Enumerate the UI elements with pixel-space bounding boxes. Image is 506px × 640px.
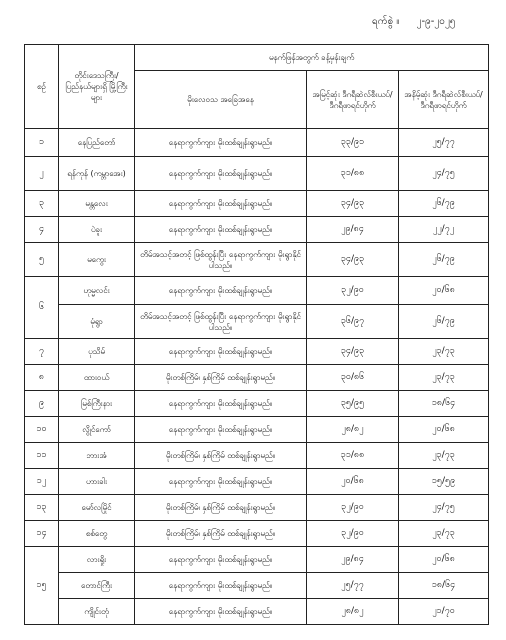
row-weather: မိုးတစ်ကြိမ်၊ နှစ်ကြိမ် ထစ်ချုန်းရွာမည်။ [135, 521, 307, 547]
row-min: ၂၆/၇၉ [399, 305, 489, 339]
row-max: ၂၈/၈၂ [307, 417, 399, 443]
row-no: ၁၁ [25, 443, 59, 469]
table-row [25, 573, 489, 599]
row-weather: နေရာကွက်ကျား မိုးထစ်ချုန်းရွာမည်။ [135, 129, 307, 157]
row-max: ၃၁/၈၈ [307, 157, 399, 191]
row-city: မကွေး [59, 243, 135, 277]
row-weather: နေရာကွက်ကျား မိုးထစ်ချုန်းရွာမည်။ [135, 599, 307, 625]
row-no: ၉ [25, 391, 59, 417]
table-row [25, 365, 489, 391]
table-row [25, 277, 489, 305]
row-city: ထားဝယ် [59, 365, 135, 391]
row-max: ၃၂/၉၀ [307, 521, 399, 547]
table-row [25, 129, 489, 157]
row-city: ဟုမ္မလင်း [59, 277, 135, 305]
row-min: ၁၈/၆၄ [399, 391, 489, 417]
row-no: ၁၂ [25, 469, 59, 495]
row-max: ၂၉/၈၄ [307, 217, 399, 243]
header-region: တိုင်းဒေသကြီး/ ပြည်နယ်များရှိ မြို့ကြီးများ [59, 45, 135, 129]
row-city: ပဲခူး [59, 217, 135, 243]
row-city: ရန်ကုန် (ကမ္ဘာအေး) [59, 157, 135, 191]
header-weather: မိုးလေဝသ အခြေအနေ [135, 71, 307, 129]
row-no: ၅ [25, 243, 59, 277]
row-weather: မိုးတစ်ကြိမ်၊ နှစ်ကြိမ် ထစ်ချုန်းရွာမည်။ [135, 495, 307, 521]
row-min: ၂၀/၆၈ [399, 547, 489, 573]
row-max: ၃၀/၈၆ [307, 365, 399, 391]
row-city: မုံရွာ [59, 305, 135, 339]
row-min: ၂၃/၇၃ [399, 443, 489, 469]
table-row [25, 547, 489, 573]
table-row [25, 391, 489, 417]
row-no: ၈ [25, 365, 59, 391]
table-row [25, 305, 489, 339]
row-no: ၃ [25, 191, 59, 217]
table-row [25, 157, 489, 191]
weather-forecast-table [24, 44, 489, 625]
row-no: ၁၀ [25, 417, 59, 443]
row-city: ကျိုင်းတုံ [59, 599, 135, 625]
row-min: ၂၃/၇၃ [399, 365, 489, 391]
report-date [372, 14, 455, 29]
row-weather: တိမ်အသင့်အတင့် ဖြစ်ထွန်းပြီး နေရာကွက်ကျား မိုးရွာနိုင်ပါသည်။ [135, 243, 307, 277]
row-max: ၃၄/၉၃ [307, 243, 399, 277]
row-max: ၂၀/၆၈ [307, 469, 399, 495]
row-min: ၂၆/၇၉ [399, 243, 489, 277]
row-city: ဘားအံ [59, 443, 135, 469]
row-max: ၃၅/၉၅ [307, 391, 399, 417]
row-no: ၁၄ [25, 521, 59, 547]
table-row [25, 443, 489, 469]
row-weather: မိုးတစ်ကြိမ်၊ နှစ်ကြိမ် ထစ်ချုန်းရွာမည်။ [135, 443, 307, 469]
row-max: ၂၅/၇၇ [307, 573, 399, 599]
row-city: မော်လမြိုင် [59, 495, 135, 521]
row-min: ၁၅/၅၉ [399, 469, 489, 495]
row-no: ၇ [25, 339, 59, 365]
row-weather: နေရာကွက်ကျား မိုးထစ်ချုန်းရွာမည်။ [135, 339, 307, 365]
row-city: ပုသိမ် [59, 339, 135, 365]
row-weather: နေရာကွက်ကျား မိုးထစ်ချုန်းရွာမည်။ [135, 573, 307, 599]
table-row [25, 599, 489, 625]
row-weather: မိုးတစ်ကြိမ်၊ နှစ်ကြိမ် ထစ်ချုန်းရွာမည်။ [135, 365, 307, 391]
date-label: ရက်စွဲ ။ [372, 16, 400, 27]
row-min: ၂၅/၇၇ [399, 129, 489, 157]
row-max: ၃၆/၉၇ [307, 305, 399, 339]
row-city: စစ်တွေ [59, 521, 135, 547]
header-no: စဉ် [25, 45, 59, 129]
row-city: တောင်ကြီး [59, 573, 135, 599]
row-city: ဟားခါး [59, 469, 135, 495]
date-value: ၂-၉-၂၀၂၅ [416, 16, 456, 27]
row-weather: နေရာကွက်ကျား မိုးထစ်ချုန်းရွာမည်။ [135, 191, 307, 217]
row-weather: နေရာကွက်ကျား မိုးထစ်ချုန်းရွာမည်။ [135, 469, 307, 495]
row-weather: နေရာကွက်ကျား မိုးထစ်ချုန်းရွာမည်။ [135, 277, 307, 305]
row-city: နေပြည်တော် [59, 129, 135, 157]
row-min: ၂၃/၇၃ [399, 339, 489, 365]
row-weather: နေရာကွက်ကျား မိုးထစ်ချုန်းရွာမည်။ [135, 391, 307, 417]
row-no: ၁ [25, 129, 59, 157]
row-weather: နေရာကွက်ကျား မိုးထစ်ချုန်းရွာမည်။ [135, 417, 307, 443]
row-min: ၂၁/၇၀ [399, 599, 489, 625]
row-weather: နေရာကွက်ကျား မိုးထစ်ချုန်းရွာမည်။ [135, 547, 307, 573]
row-city: လွိုင်ကော် [59, 417, 135, 443]
row-min: ၂၄/၇၅ [399, 495, 489, 521]
row-weather: နေရာကွက်ကျား မိုးထစ်ချုန်းရွာမည်။ [135, 217, 307, 243]
row-min: ၂၆/၇၉ [399, 191, 489, 217]
header-max: အမြင့်ဆုံး ဒီဂရီဆဲလ်စီးယပ်/ ဒီဂရီဖာရင်ဟိုက် [307, 71, 399, 129]
row-city: မန္တလေး [59, 191, 135, 217]
row-city: လားရှိုး [59, 547, 135, 573]
row-min: ၂၄/၇၅ [399, 157, 489, 191]
row-min: ၂၂/၇၂ [399, 217, 489, 243]
row-max: ၂၈/၈၂ [307, 599, 399, 625]
table-row [25, 417, 489, 443]
header-min: အနိမ့်ဆုံး ဒီဂရီဆဲလ်စီးယပ်/ ဒီဂရီဖာရင်ဟိုက် [399, 71, 489, 129]
row-max: ၃၃/၉၁ [307, 129, 399, 157]
row-weather: နေရာကွက်ကျား မိုးထစ်ချုန်းရွာမည်။ [135, 157, 307, 191]
row-min: ၂၀/၆၈ [399, 277, 489, 305]
row-no: ၆ [25, 277, 59, 339]
table-row [25, 339, 489, 365]
row-min: ၂၀/၆၈ [399, 417, 489, 443]
table-row [25, 521, 489, 547]
table-row [25, 495, 489, 521]
row-no: ၁၃ [25, 495, 59, 521]
row-no: ၁၅ [25, 547, 59, 625]
row-city: မြစ်ကြီးနား [59, 391, 135, 417]
row-max: ၃၂/၉၀ [307, 495, 399, 521]
row-max: ၃၁/၈၈ [307, 443, 399, 469]
row-no: ၂ [25, 157, 59, 191]
row-weather: တိမ်အသင့်အတင့် ဖြစ်ထွန်းပြီး နေရာကွက်ကျား မိုးရွာနိုင်ပါသည်။ [135, 305, 307, 339]
row-max: ၃၂/၉၀ [307, 277, 399, 305]
row-max: ၃၄/၉၃ [307, 191, 399, 217]
row-min: ၂၃/၇၃ [399, 521, 489, 547]
row-min: ၁၈/၆၄ [399, 573, 489, 599]
row-max: ၃၄/၉၃ [307, 339, 399, 365]
table-row [25, 191, 489, 217]
table-row [25, 469, 489, 495]
table-row [25, 217, 489, 243]
row-no: ၄ [25, 217, 59, 243]
header-forecast: မနက်ဖြန်အတွက် ခန့်မှန်းချက် [135, 45, 489, 71]
row-max: ၂၉/၈၄ [307, 547, 399, 573]
table-row [25, 243, 489, 277]
